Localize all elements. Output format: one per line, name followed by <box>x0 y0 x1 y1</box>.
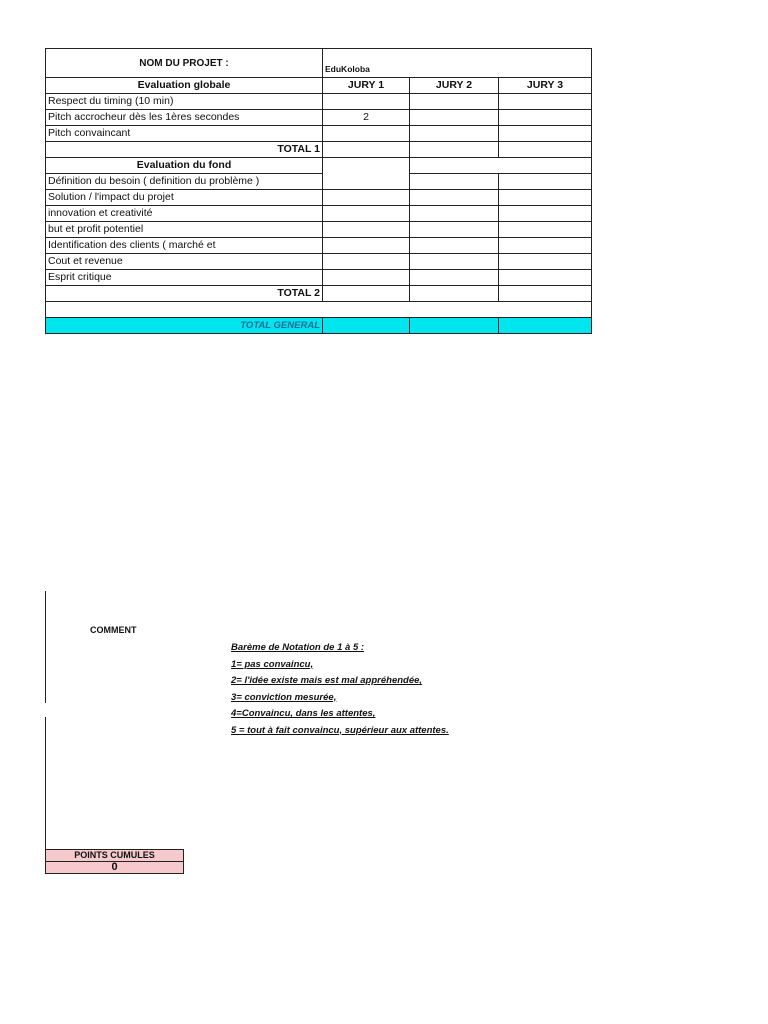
total1-label: TOTAL 1 <box>46 142 323 158</box>
jury3-header: JURY 3 <box>499 78 592 94</box>
score-cell-j3[interactable] <box>499 126 592 142</box>
score-cell-j2[interactable] <box>410 174 499 190</box>
criterion-label: Cout et revenue <box>46 254 323 270</box>
comment-label: COMMENT <box>90 625 137 635</box>
table-row <box>46 110 592 126</box>
section2-title: Evaluation du fond <box>46 158 323 174</box>
evaluation-sheet <box>45 48 591 334</box>
score-cell-j2[interactable] <box>410 190 499 206</box>
total2-row <box>46 286 592 302</box>
score-cell-j3[interactable] <box>499 94 592 110</box>
project-row <box>46 49 592 78</box>
empty-cell <box>323 158 410 174</box>
total-general-label: TOTAL GENERAL <box>46 318 323 334</box>
project-label: NOM DU PROJET : <box>46 49 323 78</box>
table-row <box>46 270 592 286</box>
criterion-label: Esprit critique <box>46 270 323 286</box>
jury1-header: JURY 1 <box>323 78 410 94</box>
score-cell-j3[interactable] <box>499 174 592 190</box>
score-cell-j1[interactable] <box>323 94 410 110</box>
criterion-label: Respect du timing (10 min) <box>46 94 323 110</box>
grading-scale <box>231 640 449 739</box>
spacer-row <box>46 302 592 318</box>
grading-scale-item: 5 = tout à fait convaincu, supérieur aux attentes. <box>231 724 449 736</box>
total2-cell-j1[interactable] <box>323 286 410 302</box>
points-label: POINTS CUMULES <box>46 850 184 862</box>
points-value: 0 <box>46 862 184 874</box>
section1-header-row <box>46 78 592 94</box>
total1-cell-j1[interactable] <box>323 142 410 158</box>
criterion-label: Solution / l'impact du projet <box>46 190 323 206</box>
score-cell-j2[interactable] <box>410 270 499 286</box>
score-cell-j1[interactable] <box>323 238 410 254</box>
score-cell-j3[interactable] <box>499 254 592 270</box>
grading-scale-item: 3= conviction mesurée, <box>231 691 337 703</box>
empty-cell <box>410 158 499 174</box>
total2-cell-j3[interactable] <box>499 286 592 302</box>
total-general-cell-j1[interactable] <box>323 318 410 334</box>
score-cell-j2[interactable] <box>410 254 499 270</box>
score-cell-j2[interactable] <box>410 238 499 254</box>
grading-scale-item: 4=Convaincu, dans les attentes, <box>231 708 376 719</box>
grading-scale-item: 2= l'idée existe mais est mal appréhendée, <box>231 675 423 686</box>
score-cell-j1[interactable]: 2 <box>323 110 410 126</box>
score-cell-j2[interactable] <box>410 94 499 110</box>
score-cell-j2[interactable] <box>410 206 499 222</box>
criterion-label: Pitch convaincant <box>46 126 323 142</box>
score-cell-j1[interactable] <box>323 270 410 286</box>
comment-border-line <box>45 591 46 703</box>
score-cell-j1[interactable] <box>323 222 410 238</box>
criterion-label: Identification des clients ( marché et <box>46 238 323 254</box>
criterion-label: Pitch accrocheur dès les 1ères secondes <box>46 110 323 126</box>
evaluation-table <box>45 48 592 334</box>
total1-cell-j3[interactable] <box>499 142 592 158</box>
grading-scale-item: 1= pas convaincu, <box>231 658 314 670</box>
criterion-label: Définition du besoin ( definition du problème ) <box>46 174 323 190</box>
score-cell-j1[interactable] <box>323 126 410 142</box>
empty-cell <box>499 158 592 174</box>
comment-border-line <box>45 717 46 849</box>
table-row <box>46 222 592 238</box>
score-cell-j3[interactable] <box>499 206 592 222</box>
score-cell-j1[interactable] <box>323 254 410 270</box>
score-cell-j2[interactable] <box>410 222 499 238</box>
score-cell-j3[interactable] <box>499 190 592 206</box>
total1-row <box>46 142 592 158</box>
score-cell-j2[interactable] <box>410 126 499 142</box>
total2-cell-j2[interactable] <box>410 286 499 302</box>
total-general-cell-j3[interactable] <box>499 318 592 334</box>
score-cell-j1[interactable] <box>323 190 410 206</box>
score-cell-j1[interactable] <box>323 174 410 190</box>
total1-cell-j2[interactable] <box>410 142 499 158</box>
table-row <box>46 126 592 142</box>
score-cell-j3[interactable] <box>499 238 592 254</box>
project-name[interactable]: EduKoloba <box>323 49 592 78</box>
score-cell-j2[interactable] <box>410 110 499 126</box>
criterion-label: but et profit potentiel <box>46 222 323 238</box>
score-cell-j3[interactable] <box>499 270 592 286</box>
table-row <box>46 174 592 190</box>
grading-scale-title: Barème de Notation de 1 à 5 : <box>231 642 365 653</box>
table-row <box>46 206 592 222</box>
total-general-cell-j2[interactable] <box>410 318 499 334</box>
table-row <box>46 254 592 270</box>
table-row <box>46 94 592 110</box>
spacer-cell <box>46 302 592 318</box>
total2-label: TOTAL 2 <box>46 286 323 302</box>
section1-title: Evaluation globale <box>46 78 323 94</box>
total-general-row <box>46 318 592 334</box>
score-cell-j3[interactable] <box>499 222 592 238</box>
section2-header-row <box>46 158 592 174</box>
jury2-header: JURY 2 <box>410 78 499 94</box>
points-cumules-box <box>45 849 184 874</box>
table-row <box>46 190 592 206</box>
criterion-label: innovation et creativité <box>46 206 323 222</box>
score-cell-j3[interactable] <box>499 110 592 126</box>
table-row <box>46 238 592 254</box>
score-cell-j1[interactable] <box>323 206 410 222</box>
